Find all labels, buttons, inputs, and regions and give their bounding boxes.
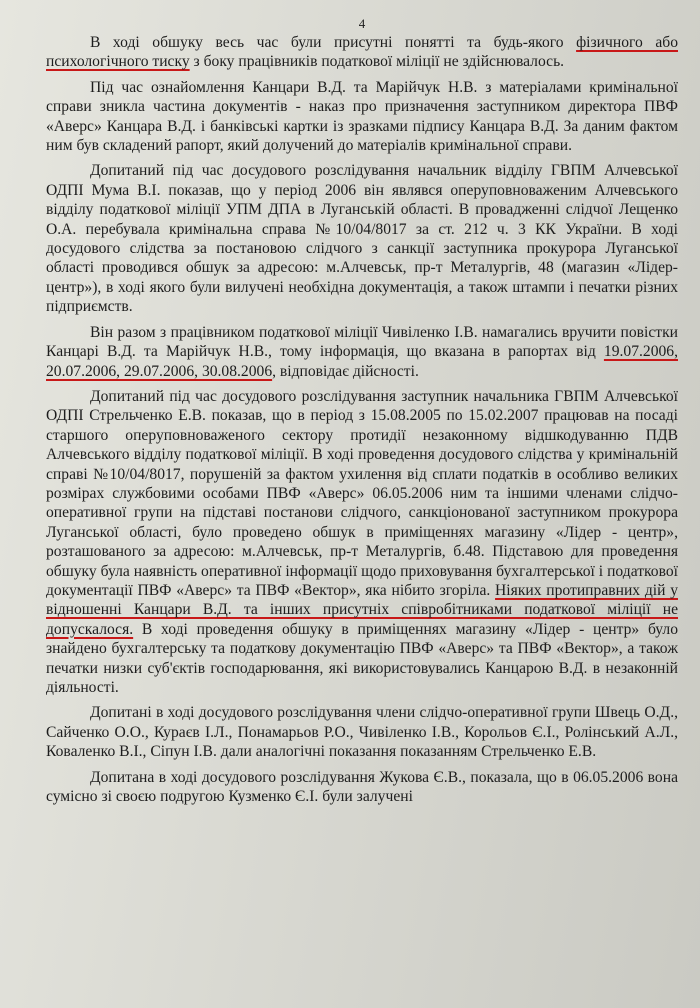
paragraph-text: В ході проведення обшуку в приміщеннях магазину «Лідер - центр» було знайдено бухгалтерську та податкову документацію ПВФ «Аверс» та ПВФ «Вектор», а також печатки низки суб'єктів господарювання, які використовувались Канцарою В.Д. в незаконній діяльності.: [46, 620, 678, 696]
paragraph-text: , відповідає дійсності.: [272, 362, 419, 380]
paragraph-text: з боку працівників податкової міліції не здійснювалось.: [189, 53, 565, 71]
underlined-no-unlawful-actions: Ніяких протиправних дій у відношенні Канцари В.Д. та інших присутніх співробітниками податкової міліції не допускалося.: [46, 581, 678, 638]
paragraph-summons: [46, 323, 678, 381]
paragraph-strelchenko-testimony: [46, 387, 678, 698]
paragraph-search-presence: [46, 33, 678, 72]
underlined-pressure-phrase: фізичного або психологічного тиску: [46, 34, 678, 71]
paragraph-text: Допитані в ході досудового розслідування члени слідчо-оперативної групи Швець О.Д., Сайченко О.О., Кураєв І.Л., Понамарьов Р.О., Чивіленко І.В., Корольов Є.І., Ролінський А.Л., Коваленко В.І., Сіпун І.В. дали аналогічні показання показанням Стрельченко Е.В.: [46, 704, 678, 761]
paragraph-text: В ході обшуку весь час були присутні понятті та будь-якого: [90, 34, 577, 51]
underlined-report-dates: 19.07.2006, 20.07.2006, 29.07.2006, 30.08.2006: [46, 343, 678, 380]
paragraph-text: Допитана в ході досудового розслідування Жукова Є.В., показала, що в 06.05.2006 вона сумісно зі своєю подругою Кузменко Є.І. були залучені: [46, 768, 678, 806]
paragraph-group-members: [46, 703, 678, 761]
page-number: 4: [358, 16, 366, 31]
paragraph-text: Допитаний під час досудового розслідування заступник начальника ГВПМ Алчевської ОДПІ Стрельченко Е.В. показав, що в період з 15.08.2005 по 15.02.2007 працював на посаді старшого оперуповноваженого сектору протидії незаконному відшкодуванню ПДВ Алчевського відділу податкової міліції. В ході проведення досудового слідства у кримінальній справі №10/04/8017, порушеній за фактом ухилення від сплати податків в особливо великих розмірах службовими особами ПВФ «Аверс» 06.05.2006 ним та іншими членами слідчо-оперативної групи на підставі постанови слідчого, санкціонованої заступником прокурора Луганської області, було проведено обшук в приміщеннях магазину «Лідер - центр», розташованого за адресою: м.Алчевськ, пр-т Металургів, б.48. Підставою для проведення обшуку була наявність оперативної інформації щодо приховування бухгалтерської і податкової документації ПВФ «Аверс» та ПВФ «Вектор», яка нібито згоріла.: [46, 387, 678, 599]
paragraph-zhukova-testimony: [46, 768, 678, 807]
paragraph-text: Допитаний під час досудового розслідування начальник відділу ГВПМ Алчевської ОДПІ Мума В.І. показав, що у період 2006 він являвся оперуповноваженим Алчевського відділу податкової міліції УПМ ДПА в Луганській області. В провадженні слідчої Лещенко О.А. перебувала кримінальна справа №10/04/8017 за ст. 212 ч. 3 КК України. В ході досудового слідства за постановою слідчого з санкції заступника прокурора Луганської області проводився обшук за адресою: м.Алчевськ, пр-т Металургів, 48 (магазин «Лідер-центр»), в ході якого були вилучені необхідна документація, а також штампи і печатки різних підприємств.: [46, 162, 678, 316]
paragraph-muma-testimony: [46, 161, 678, 316]
document-text: [46, 16, 678, 812]
paragraph-text: Під час ознайомлення Канцари В.Д. та Марійчук Н.В. з матеріалами кримінальної справи зникла частина документів - наказ про призначення заступником директора ПВФ «Аверс» Канцара В.Д. і банківські картки із зразками підпису Канцара В.Д. За даним фактом ним був складений рапорт, який долучений до матеріалів кримінальної справи.: [46, 78, 678, 155]
paragraph-missing-documents: [46, 78, 678, 156]
paragraph-text: Він разом з працівником податкової міліції Чивіленко І.В. намагались вручити повістки Канцарі В.Д. та Марійчук Н.В., тому інформація, що вказана в рапортах від: [46, 323, 678, 361]
